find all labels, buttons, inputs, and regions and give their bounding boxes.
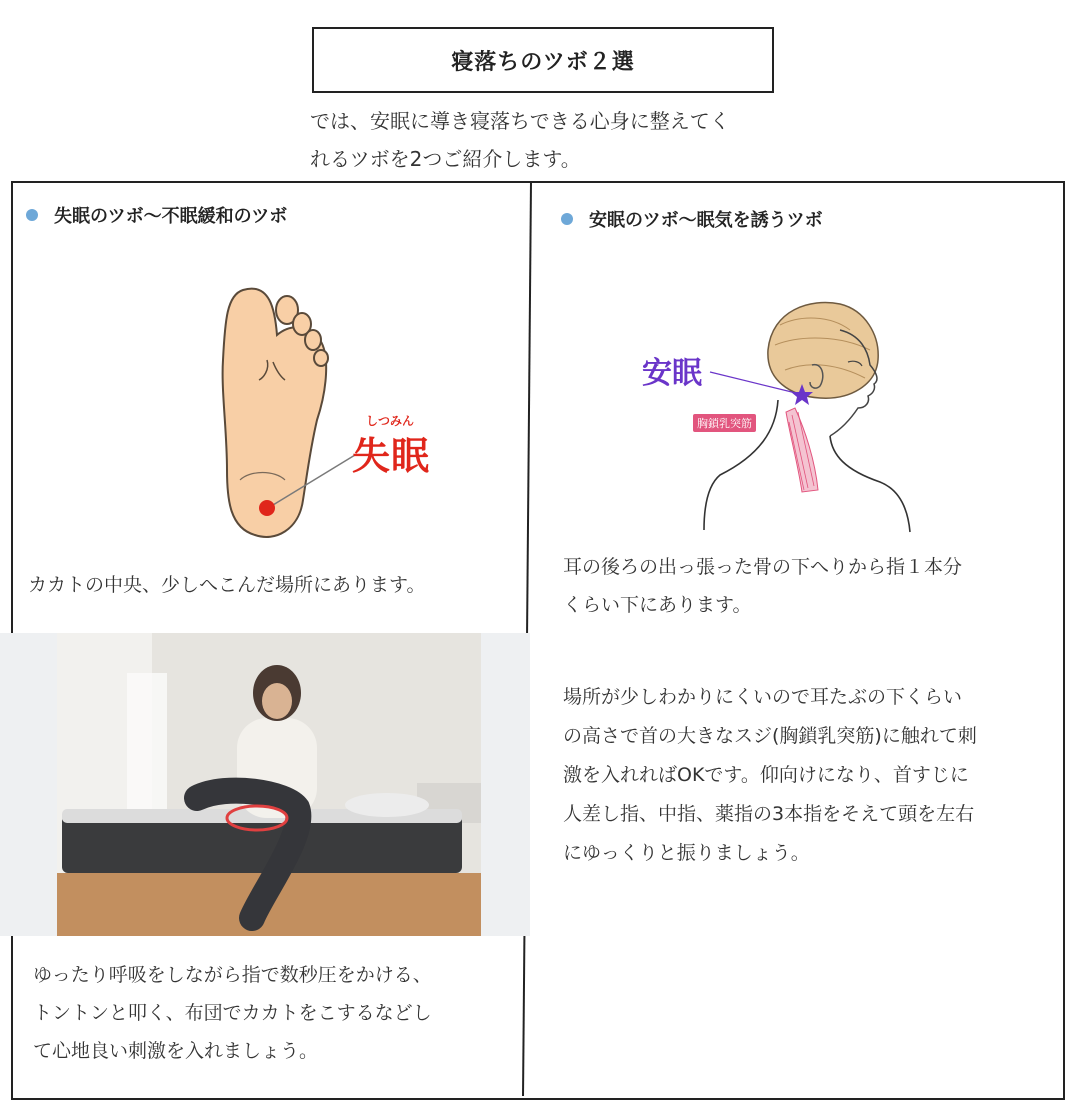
muscle-label: 胸鎖乳突筋 [693,414,756,432]
toe-5 [314,350,328,366]
bullet-icon [26,209,38,221]
left-heading-label: 失眠のツボ〜不眠緩和のツボ [54,206,288,227]
hair [768,303,878,399]
right-instruction-line-4: 人差し指、中指、薬指の3本指をそえて頭を左右 [563,803,975,825]
face [262,683,292,719]
right-instruction-line-2: の高さで首の大きなスジ(胸鎖乳突筋)に触れて刺 [563,725,977,747]
intro-text [310,102,810,178]
right-instruction-line-1: 場所が少しわかりにくいので耳たぶの下くらい [563,686,963,708]
toe-4 [305,330,321,350]
section-title: 寝落ちのツボ２選 [312,27,774,93]
right-location-text [563,548,962,624]
anmin-label: 安眠 [642,356,702,391]
left-location-text: カカトの中央、少しへこんだ場所にあります。 [28,574,426,596]
intro-line-2: れるツボを2つご紹介します。 [310,147,581,171]
right-instruction-line-5: にゆっくりと振りましょう。 [563,842,810,864]
shitsumin-label: 失眠 [352,434,431,478]
right-heading [561,206,823,232]
right-heading-label: 安眠のツボ〜眠気を誘うツボ [589,210,823,231]
neck-front [830,436,910,532]
mattress [62,815,462,873]
left-instruction-line-2: トントンと叩く、布団でカカトをこするなどし [33,1002,432,1024]
left-instruction-line-1: ゆったり呼吸をしながら指で数秒圧をかける、 [33,964,432,986]
left-instruction-line-3: て心地良い刺激を入れましょう。 [33,1040,319,1062]
pillow [345,793,429,817]
left-heading [26,202,287,228]
right-instruction [563,678,977,873]
shitsumin-furigana: しつみん [366,414,415,428]
intro-line-1: では、安眠に導き寝落ちできる心身に整えてく [310,109,730,133]
foot-illustration [215,280,455,545]
left-instruction [33,956,432,1070]
bullet-icon [561,213,573,225]
shitsumin-point [259,500,275,516]
right-location-line-2: くらい下にあります。 [563,594,752,616]
right-location-line-1: 耳の後ろの出っ張った骨の下へりから指１本分 [563,556,963,578]
photo-woman-pressing-heel [57,633,481,936]
right-instruction-line-3: 激を入れればOKです。仰向けになり、首すじに [563,764,969,786]
